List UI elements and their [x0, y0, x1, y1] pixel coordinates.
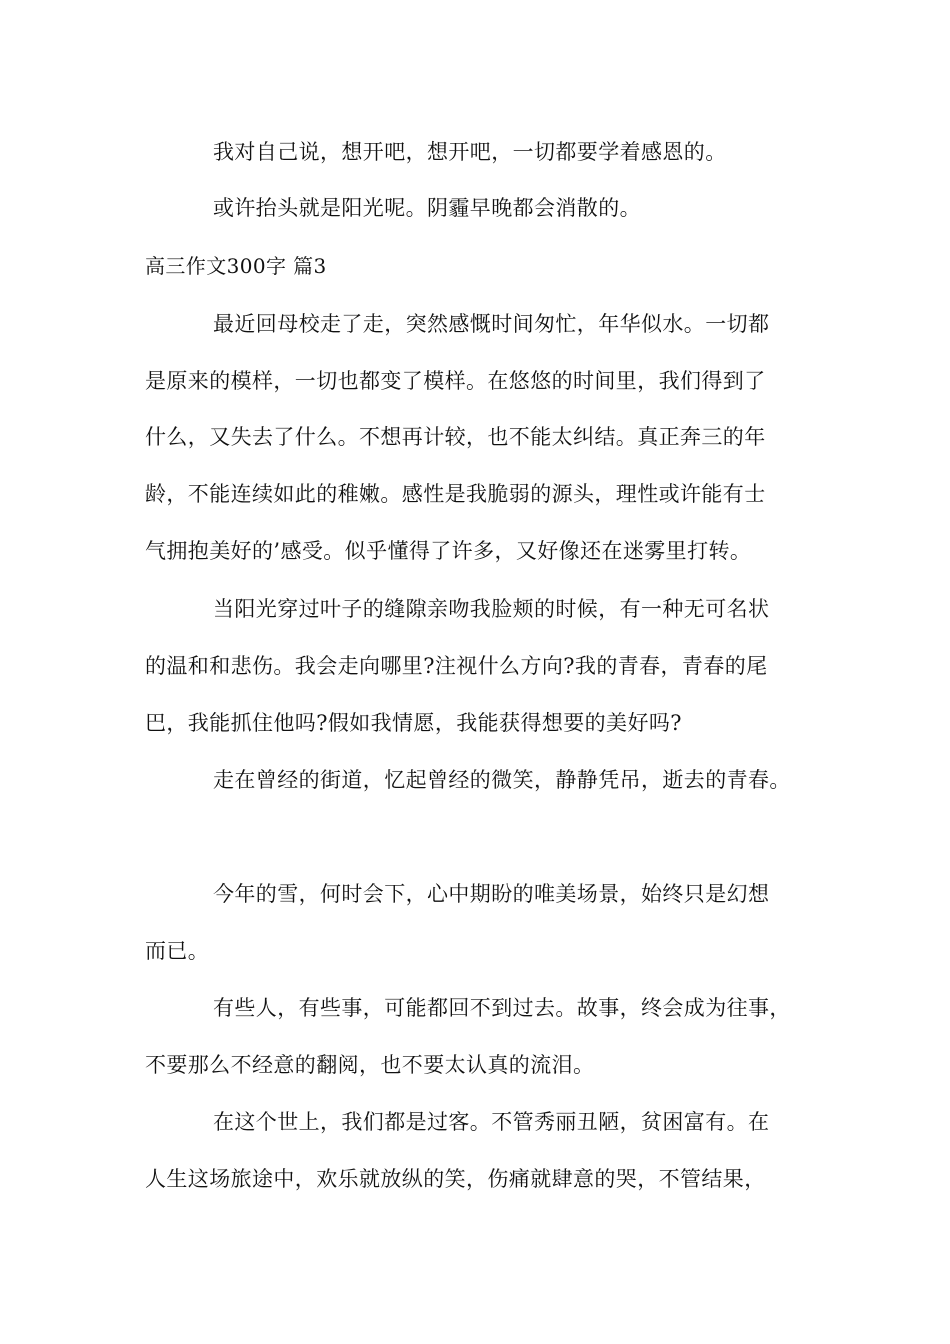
section-heading: 高三作文300字 篇3	[145, 254, 327, 278]
paragraph-5-line-1: 走在曾经的街道，忆起曾经的微笑，静静凭吊，逝去的青春。	[213, 768, 791, 792]
paragraph-3-line-4: 龄，不能连续如此的稚嫩。感性是我脆弱的源头，理性或许能有士	[145, 482, 766, 506]
paragraph-7-line-2: 不要那么不经意的翻阅，也不要太认真的流泪。	[145, 1053, 595, 1077]
paragraph-6-line-2: 而已。	[145, 939, 210, 963]
paragraph-1-line-1: 我对自己说，想开吧，想开吧，一切都要学着感恩的。	[213, 140, 727, 164]
paragraph-8-line-1: 在这个世上，我们都是过客。不管秀丽丑陋，贫困富有。在	[213, 1110, 770, 1134]
paragraph-3-line-1: 最近回母校走了走，突然感慨时间匆忙，年华似水。一切都	[213, 312, 770, 336]
paragraph-2-line-1: 或许抬头就是阳光呢。阴霾早晚都会消散的。	[213, 196, 641, 220]
paragraph-8-line-2: 人生这场旅途中，欢乐就放纵的笑，伤痛就肆意的哭，不管结果，	[145, 1167, 766, 1191]
paragraph-3-line-2: 是原来的模样，一切也都变了模样。在悠悠的时间里，我们得到了	[145, 369, 766, 393]
paragraph-4-line-2: 的温和和悲伤。我会走向哪里?注视什么方向?我的青春，青春的尾	[145, 654, 768, 678]
paragraph-3-line-3: 什么，又失去了什么。不想再计较，也不能太纠结。真正奔三的年	[145, 425, 766, 449]
paragraph-4-line-3: 巴，我能抓住他吗?假如我情愿，我能获得想要的美好吗?	[145, 711, 682, 735]
paragraph-3-line-5: 气拥抱美好的’感受。似乎懂得了许多，又好像还在迷雾里打转。	[145, 539, 752, 563]
paragraph-6-line-1: 今年的雪，何时会下，心中期盼的唯美场景，始终只是幻想	[213, 882, 770, 906]
paragraph-4-line-1: 当阳光穿过叶子的缝隙亲吻我脸颊的时候，有一种无可名状	[213, 597, 770, 621]
paragraph-7-line-1: 有些人，有些事，可能都回不到过去。故事，终会成为往事，	[213, 996, 791, 1020]
